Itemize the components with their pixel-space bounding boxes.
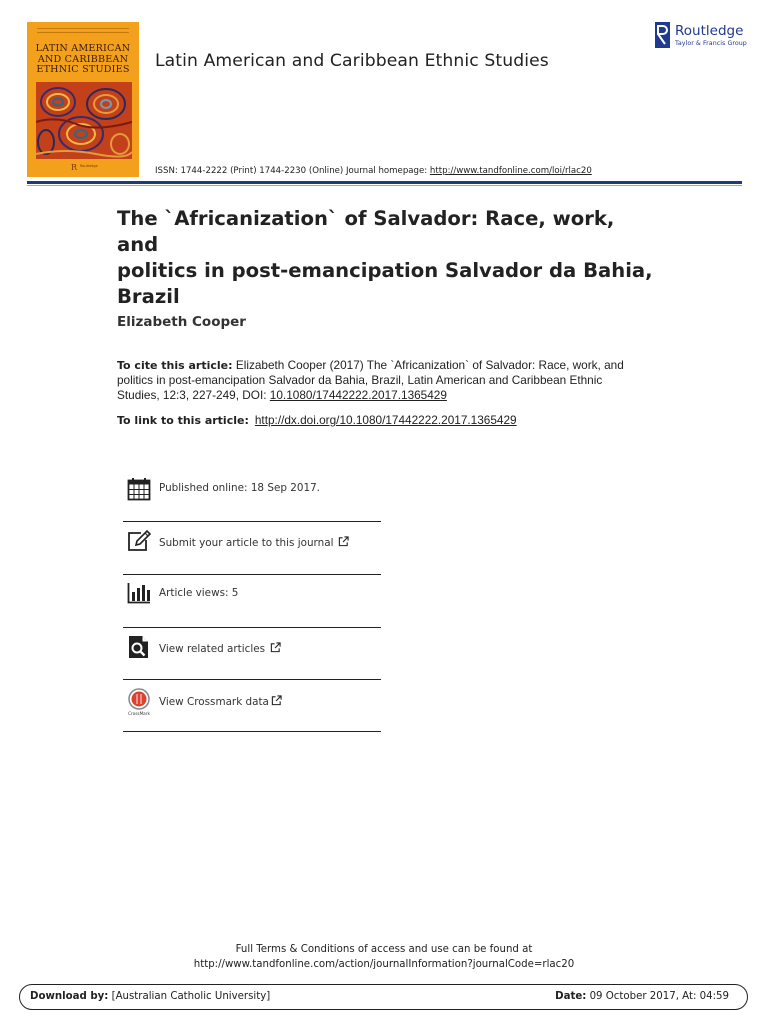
journal-title: Latin American and Caribbean Ethnic Studies [155,51,549,71]
cover-publisher-name: Routledge [80,164,98,168]
crossmark-icon [127,688,151,716]
article-author: Elizabeth Cooper [117,314,246,330]
date-label: Date: [555,991,587,1002]
cite-doi-link[interactable]: 10.1080/17442222.2017.1365429 [269,388,447,402]
journal-homepage-link[interactable]: http://www.tandfonline.com/loi/rlac20 [429,166,592,176]
cover-publisher-mark: R [71,163,78,172]
cover-artwork [36,82,132,159]
calendar-icon [127,477,151,501]
routledge-r-icon [655,22,670,48]
cite-text: Elizabeth Cooper (2017) The `Africanization` of Salvador: Race, work, and politics in post-emancipation Salvador da Bahia, Brazil, Latin American and Caribbean Ethnic Studies, 12:3, 227-249, DOI: [117,358,624,402]
date-value: 09 October 2017, At: 04:59 [589,991,729,1002]
header-rule [27,181,742,184]
info-article-views [123,581,381,611]
divider [123,627,381,628]
bar-chart-icon [127,581,151,605]
external-link-icon [271,695,282,706]
journal-cover-image [27,22,139,177]
article-title: The `Africanization` of Salvador: Race, work, and politics in post-emancipation Salvador da Bahia, Brazil [117,207,653,308]
crossmark-link[interactable] [159,695,282,708]
external-link-icon [270,642,281,653]
publisher-tagline: Taylor & Francis Group [675,40,747,47]
divider [123,574,381,575]
related-articles-text: View related articles [159,643,266,655]
cite-label: To cite this article: [117,359,233,372]
download-info-bar [19,984,748,1010]
publisher-name: Routledge [675,23,744,39]
citation-block [117,358,637,403]
download-value: [Australian Catholic University] [111,991,271,1002]
crossmark-icon-label: CrossMark [128,711,150,716]
article-link-block [117,413,517,427]
info-published-online [123,476,381,506]
info-submit-article[interactable] [123,529,381,559]
article-doi-link[interactable]: http://dx.doi.org/10.1080/17442222.2017.1365429 [254,413,517,427]
download-label: Download by: [30,991,109,1002]
info-related-articles[interactable] [123,635,381,665]
crossmark-text: View Crossmark data [159,696,269,708]
submit-article-link[interactable] [159,536,349,549]
article-views-text: Article views: 5 [159,587,239,599]
submit-article-text: Submit your article to this journal [159,537,334,549]
download-date [555,991,729,1002]
external-link-icon [338,536,349,547]
divider [123,731,381,732]
cover-title: LATIN AMERICAN AND CARIBBEAN ETHNIC STUDIES [35,43,131,75]
link-label: To link to this article: [117,414,249,427]
divider [123,521,381,522]
header-rule-thin [27,185,742,186]
search-document-icon [127,635,151,659]
issn-line [155,166,592,176]
cover-rule [37,28,129,33]
divider [123,679,381,680]
edit-icon [127,529,151,553]
terms-and-conditions: Full Terms & Conditions of access and use can be found at http://www.tandfonline.com/action/journalInformation?journalCode=rlac20 [193,944,575,970]
issn-text: ISSN: 1744-2222 (Print) 1744-2230 (Online) Journal homepage: [155,166,430,176]
publisher-logo[interactable] [651,20,751,52]
info-crossmark[interactable] [123,688,381,720]
published-online-text: Published online: 18 Sep 2017. [159,482,320,494]
related-articles-link[interactable] [159,642,281,655]
download-by [30,991,270,1002]
